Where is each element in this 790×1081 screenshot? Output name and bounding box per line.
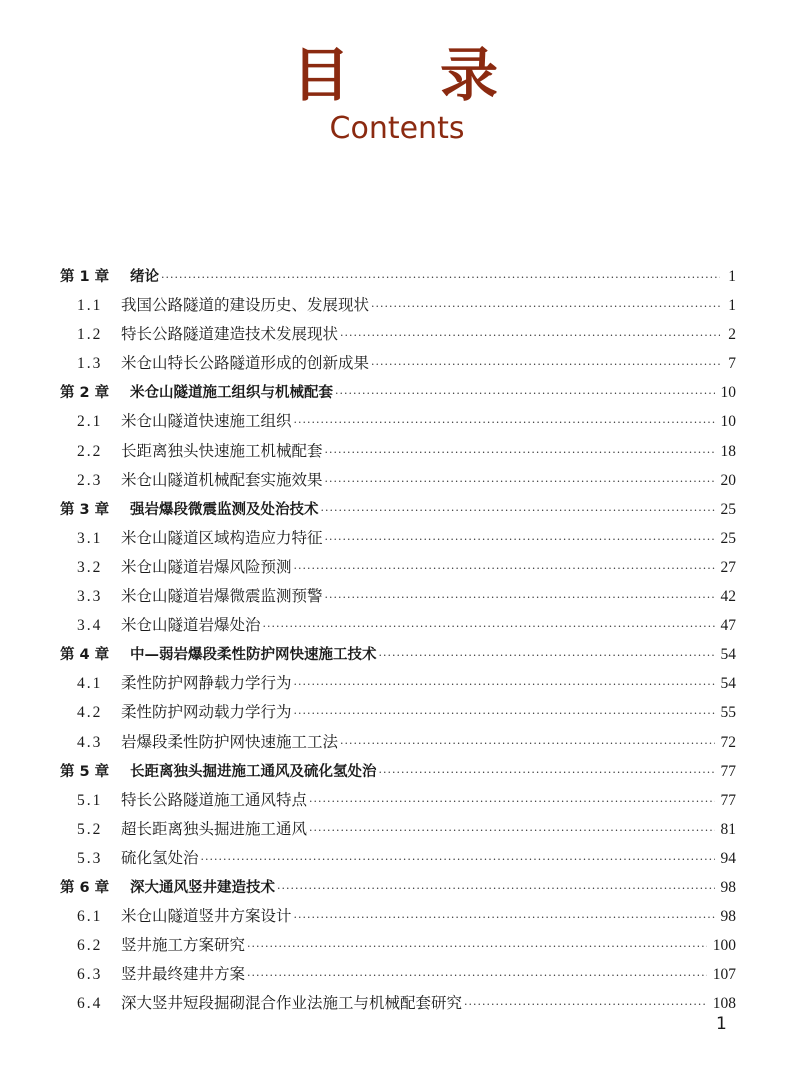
dot-leader bbox=[464, 990, 707, 1019]
dot-leader bbox=[335, 379, 715, 408]
toc-entry-number: 6.2 bbox=[77, 937, 103, 955]
dot-leader bbox=[294, 699, 715, 728]
toc-entry-title: 柔性防护网动载力学行为 bbox=[121, 703, 292, 722]
toc-section-row[interactable] bbox=[60, 960, 736, 989]
toc-entry-title: 长距离独头掘进施工通风及硫化氢处治 bbox=[130, 763, 377, 780]
dot-leader bbox=[247, 961, 707, 990]
toc-section-row[interactable] bbox=[60, 698, 736, 727]
toc-section-row[interactable] bbox=[60, 815, 736, 844]
toc-entry-title: 米仓山隧道岩爆风险预测 bbox=[121, 557, 292, 576]
toc-entry-number: 4.2 bbox=[77, 704, 103, 722]
toc-entry-number: 3.4 bbox=[77, 617, 103, 635]
toc-chapter-row[interactable] bbox=[60, 262, 736, 291]
toc-entry-number: 2.1 bbox=[77, 413, 103, 431]
toc-entry-title: 岩爆段柔性防护网快速施工工法 bbox=[121, 732, 339, 751]
toc-entry-title: 硫化氢处治 bbox=[121, 848, 199, 867]
toc-entry-number: 1.2 bbox=[77, 326, 103, 344]
toc-entry-page: 27 bbox=[720, 558, 736, 576]
toc-entry-page: 54 bbox=[720, 675, 736, 693]
toc-entry-page: 10 bbox=[720, 413, 736, 431]
toc-entry-title: 深大通风竖井建造技术 bbox=[130, 879, 275, 896]
dot-leader bbox=[379, 758, 715, 787]
toc-entry-number: 5.1 bbox=[77, 791, 103, 809]
dot-leader bbox=[321, 496, 715, 525]
toc-entry-page: 18 bbox=[720, 442, 736, 460]
toc-section-row[interactable] bbox=[60, 669, 736, 698]
toc-entry-page: 72 bbox=[720, 733, 736, 751]
dot-leader bbox=[294, 903, 715, 932]
dot-leader bbox=[294, 670, 715, 699]
dot-leader bbox=[371, 350, 720, 379]
toc-entry-number: 3.3 bbox=[77, 588, 103, 606]
toc-entry-page: 55 bbox=[720, 704, 736, 722]
toc-section-row[interactable] bbox=[60, 902, 736, 931]
toc-entry-title: 米仓山隧道竖井方案设计 bbox=[121, 907, 292, 926]
dot-leader bbox=[325, 467, 715, 496]
toc-entry-page: 25 bbox=[720, 500, 736, 518]
toc-entry-title: 我国公路隧道的建设历史、发展现状 bbox=[121, 296, 370, 315]
toc-entry-number: 第 3 章 bbox=[60, 501, 110, 518]
toc-section-row[interactable] bbox=[60, 291, 736, 320]
toc-chapter-row[interactable] bbox=[60, 495, 736, 524]
toc-entry-number: 1.3 bbox=[77, 355, 103, 373]
toc-entry-page: 94 bbox=[720, 849, 736, 867]
dot-leader bbox=[247, 932, 707, 961]
toc-entry-page: 98 bbox=[720, 878, 736, 896]
dot-leader bbox=[201, 845, 715, 874]
dot-leader bbox=[263, 612, 715, 641]
toc-entry-number: 2.2 bbox=[77, 442, 103, 460]
title-block bbox=[0, 40, 790, 146]
toc-entry-number: 1.1 bbox=[77, 297, 103, 315]
toc-entry-number: 4.1 bbox=[77, 675, 103, 693]
toc-entry-title: 强岩爆段微震监测及处治技术 bbox=[130, 501, 319, 518]
toc-section-row[interactable] bbox=[60, 407, 736, 436]
toc-entry-number: 第 2 章 bbox=[60, 385, 110, 402]
toc-entry-number: 5.2 bbox=[77, 820, 103, 838]
dot-leader bbox=[371, 292, 720, 321]
toc-section-row[interactable] bbox=[60, 786, 736, 815]
toc-entry-title: 中—弱岩爆段柔性防护网快速施工技术 bbox=[130, 647, 377, 664]
toc-entry-title: 米仓山特长公路隧道形成的创新成果 bbox=[121, 354, 370, 373]
toc-entry-title: 米仓山隧道机械配套实施效果 bbox=[121, 470, 323, 489]
toc-entry-page: 107 bbox=[712, 966, 736, 984]
dot-leader bbox=[325, 525, 715, 554]
page-subtitle: Contents bbox=[329, 111, 465, 146]
toc-entry-number: 第 5 章 bbox=[60, 763, 110, 780]
toc-entry-number: 2.3 bbox=[77, 471, 103, 489]
dot-leader bbox=[294, 408, 715, 437]
toc-entry-page: 47 bbox=[720, 617, 736, 635]
dot-leader bbox=[294, 554, 715, 583]
toc-entry-title: 柔性防护网静载力学行为 bbox=[121, 674, 292, 693]
toc-entry-number: 5.3 bbox=[77, 849, 103, 867]
toc-entry-title: 米仓山隧道快速施工组织 bbox=[121, 412, 292, 431]
page-number: 1 bbox=[716, 1014, 727, 1034]
dot-leader bbox=[379, 641, 715, 670]
toc-entry-page: 10 bbox=[720, 384, 736, 402]
toc-section-row[interactable] bbox=[60, 437, 736, 466]
toc-chapter-row[interactable] bbox=[60, 640, 736, 669]
toc-chapter-row[interactable] bbox=[60, 378, 736, 407]
toc-entry-page: 108 bbox=[712, 995, 736, 1013]
toc-entry-page: 1 bbox=[728, 268, 736, 285]
toc-entry-page: 100 bbox=[712, 937, 736, 955]
toc-entry-title: 深大竖井短段掘砌混合作业法施工与机械配套研究 bbox=[121, 994, 463, 1013]
toc-entry-title: 竖井最终建井方案 bbox=[121, 965, 246, 984]
toc-entry-page: 20 bbox=[720, 471, 736, 489]
toc-section-row[interactable] bbox=[60, 582, 736, 611]
toc-entry-number: 6.3 bbox=[77, 966, 103, 984]
toc-entry-number: 3.1 bbox=[77, 529, 103, 547]
dot-leader bbox=[309, 787, 714, 816]
toc-section-row[interactable] bbox=[60, 611, 736, 640]
toc-section-row[interactable] bbox=[60, 728, 736, 757]
toc-section-row[interactable] bbox=[60, 931, 736, 960]
toc-entry-title: 米仓山隧道岩爆处治 bbox=[121, 616, 261, 635]
toc-entry-page: 81 bbox=[720, 820, 736, 838]
toc-section-row[interactable] bbox=[60, 553, 736, 582]
toc-section-row[interactable] bbox=[60, 844, 736, 873]
toc-entry-title: 特长公路隧道建造技术发展现状 bbox=[121, 325, 339, 344]
toc-entry-title: 绪论 bbox=[130, 269, 159, 285]
toc-entry-page: 1 bbox=[728, 297, 736, 315]
toc-section-row[interactable] bbox=[60, 466, 736, 495]
toc-entry-number: 第 6 章 bbox=[60, 879, 110, 896]
toc-entry-number: 3.2 bbox=[77, 558, 103, 576]
toc-entry-page: 98 bbox=[720, 908, 736, 926]
toc-entry-number: 6.1 bbox=[77, 908, 103, 926]
dot-leader bbox=[325, 438, 715, 467]
toc-entry-page: 54 bbox=[720, 646, 736, 664]
toc-entry-page: 7 bbox=[728, 355, 736, 373]
page-title: 目录 bbox=[291, 41, 588, 109]
dot-leader bbox=[161, 263, 720, 292]
toc-chapter-row[interactable] bbox=[60, 757, 736, 786]
dot-leader bbox=[340, 729, 714, 758]
toc-entry-page: 2 bbox=[728, 326, 736, 344]
dot-leader bbox=[309, 816, 714, 845]
toc-section-row[interactable] bbox=[60, 989, 736, 1018]
dot-leader bbox=[325, 583, 715, 612]
toc-section-row[interactable] bbox=[60, 320, 736, 349]
toc-entry-title: 长距离独头快速施工机械配套 bbox=[121, 441, 323, 460]
toc-entry-title: 超长距离独头掘进施工通风 bbox=[121, 819, 308, 838]
table-of-contents bbox=[60, 262, 736, 1018]
toc-section-row[interactable] bbox=[60, 524, 736, 553]
dot-leader bbox=[277, 874, 715, 903]
toc-entry-title: 米仓山隧道区域构造应力特征 bbox=[121, 528, 323, 547]
toc-entry-number: 4.3 bbox=[77, 733, 103, 751]
toc-entry-number: 6.4 bbox=[77, 995, 103, 1013]
toc-chapter-row[interactable] bbox=[60, 873, 736, 902]
toc-entry-title: 米仓山隧道岩爆微震监测预警 bbox=[121, 587, 323, 606]
toc-entry-title: 竖井施工方案研究 bbox=[121, 936, 246, 955]
toc-entry-title: 米仓山隧道施工组织与机械配套 bbox=[130, 385, 333, 402]
toc-section-row[interactable] bbox=[60, 349, 736, 378]
toc-entry-page: 77 bbox=[720, 791, 736, 809]
toc-entry-page: 42 bbox=[720, 588, 736, 606]
toc-entry-number: 第 4 章 bbox=[60, 647, 110, 664]
toc-entry-page: 25 bbox=[720, 529, 736, 547]
toc-entry-page: 77 bbox=[720, 762, 736, 780]
toc-entry-title: 特长公路隧道施工通风特点 bbox=[121, 790, 308, 809]
dot-leader bbox=[340, 321, 720, 350]
toc-entry-number: 第 1 章 bbox=[60, 269, 110, 285]
